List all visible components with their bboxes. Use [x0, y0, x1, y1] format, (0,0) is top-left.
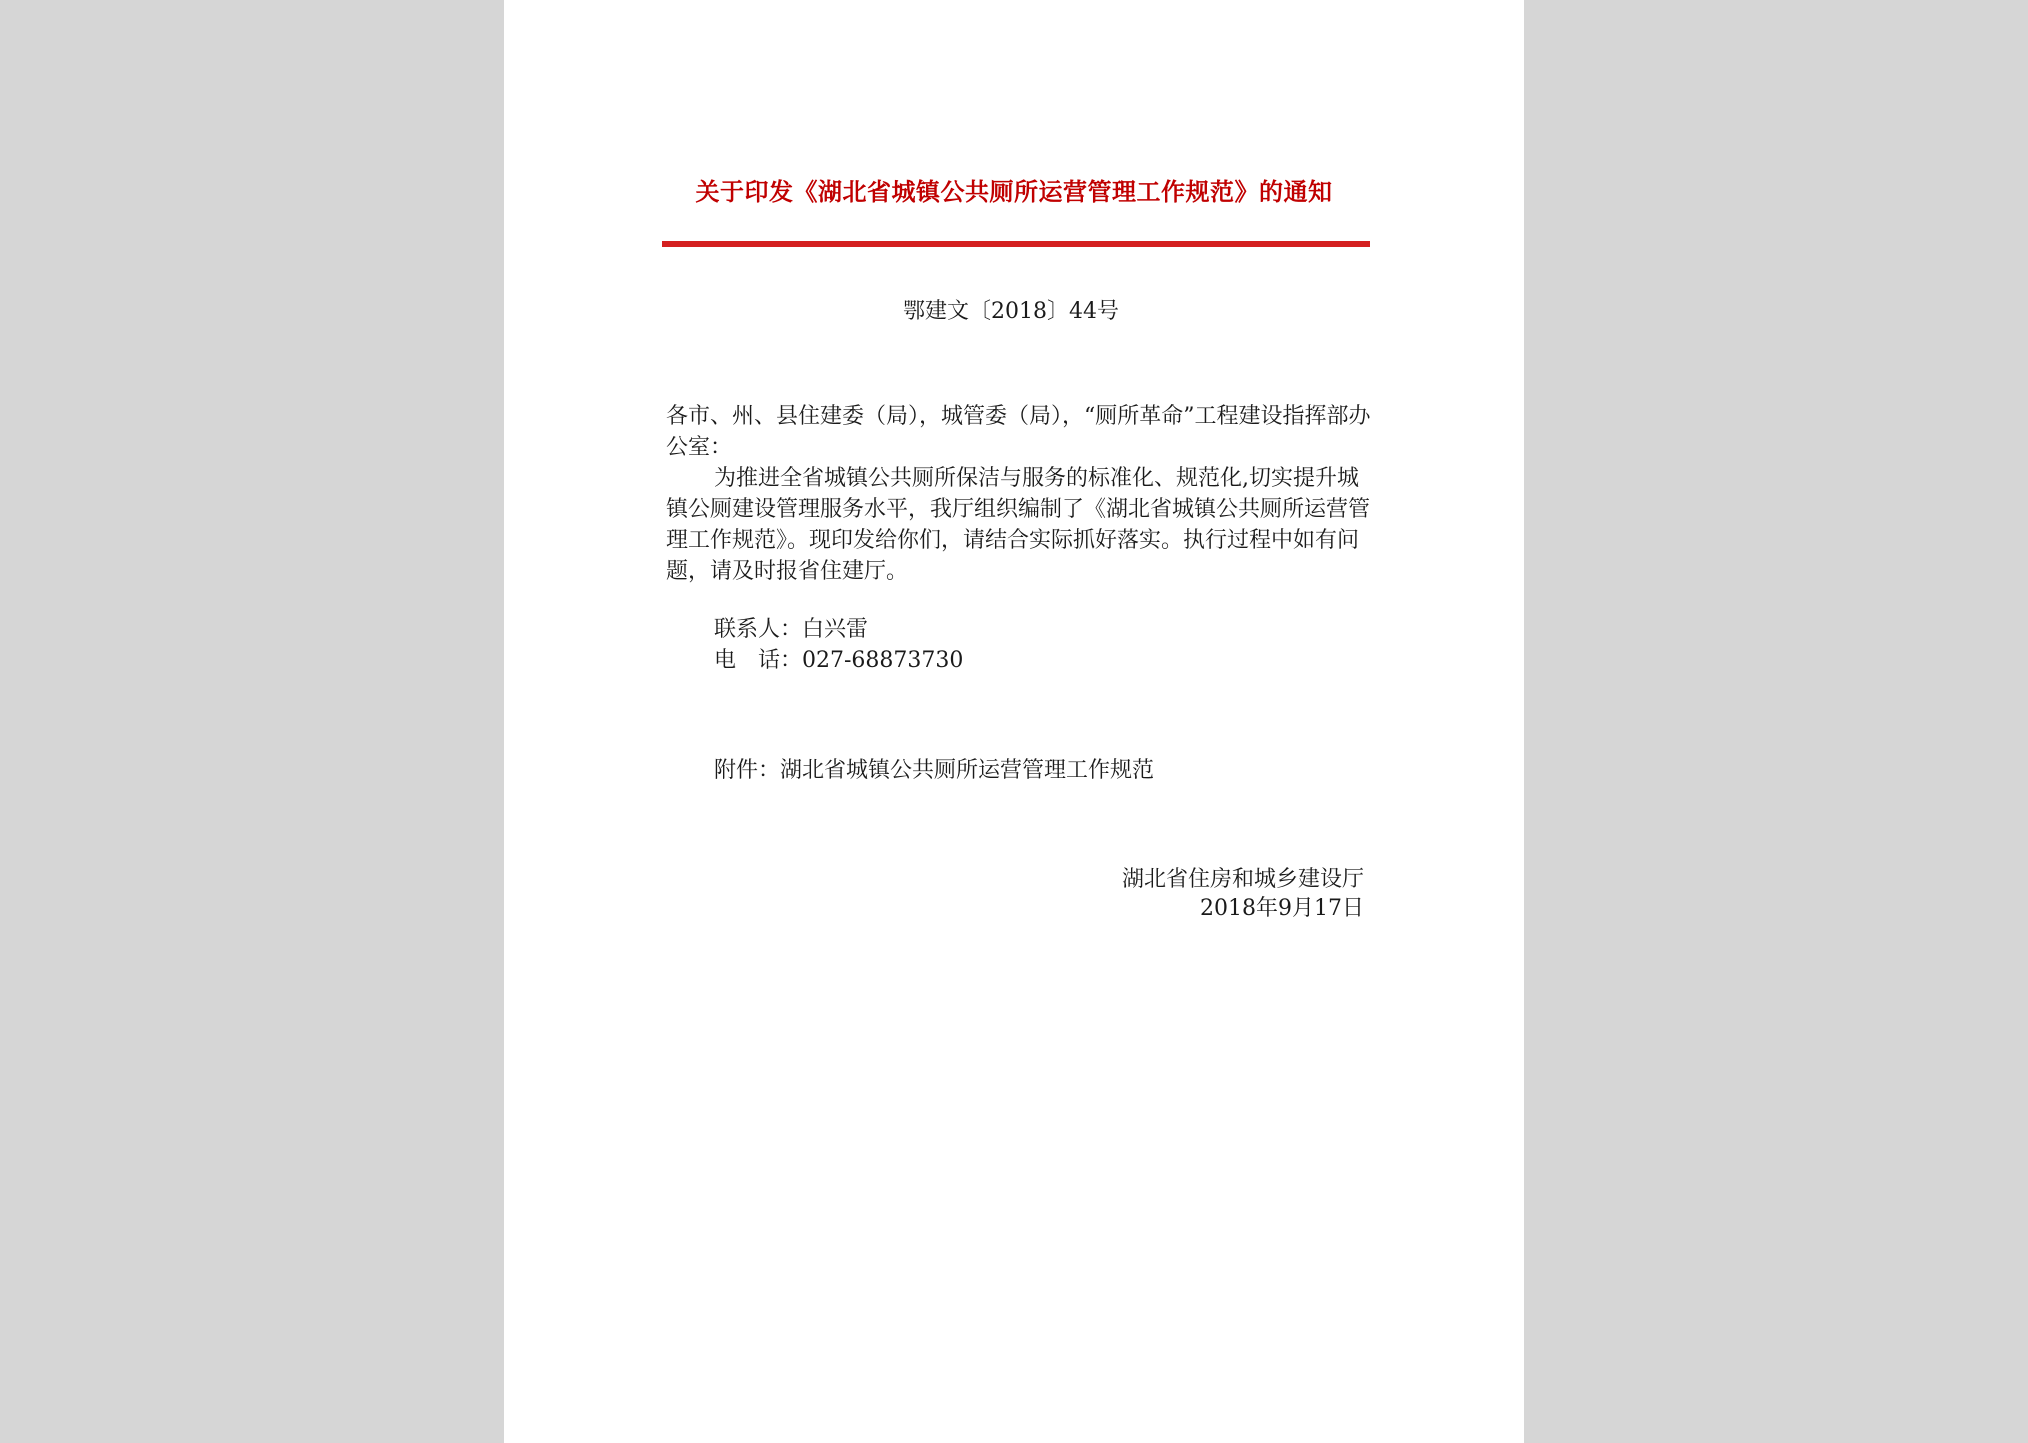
attachment-line: 附件：湖北省城镇公共厕所运营管理工作规范 — [714, 758, 1155, 783]
document-title: 关于印发《湖北省城镇公共厕所运营管理工作规范》的通知 — [695, 178, 1333, 206]
contact-phone: 电 话：027-68873730 — [714, 648, 964, 673]
addressee-text: 各市、州、县住建委（局），城管委（局），“厕所革命”工程建设指挥部办公室： — [666, 404, 1371, 460]
contact-person: 联系人：白兴雷 — [714, 617, 869, 642]
document-number: 鄂建文〔2018〕44号 — [903, 299, 1119, 324]
signature-organization: 湖北省住房和城乡建设厅 — [1121, 867, 1364, 892]
signature-date: 2018年9月17日 — [1200, 896, 1364, 921]
body-paragraph: 为推进全省城镇公共厕所保洁与服务的标准化、规范化,切实提升城镇公厕建设管理服务水平，我厅组织编制了《湖北省城镇公共厕所运营管理工作规范》。现印发给你们，请结合实际抓好落实。执行过程中如有问题，请及时报省住建厅。 — [666, 466, 1371, 584]
document-page — [504, 0, 1524, 1443]
red-divider-line — [662, 241, 1370, 247]
